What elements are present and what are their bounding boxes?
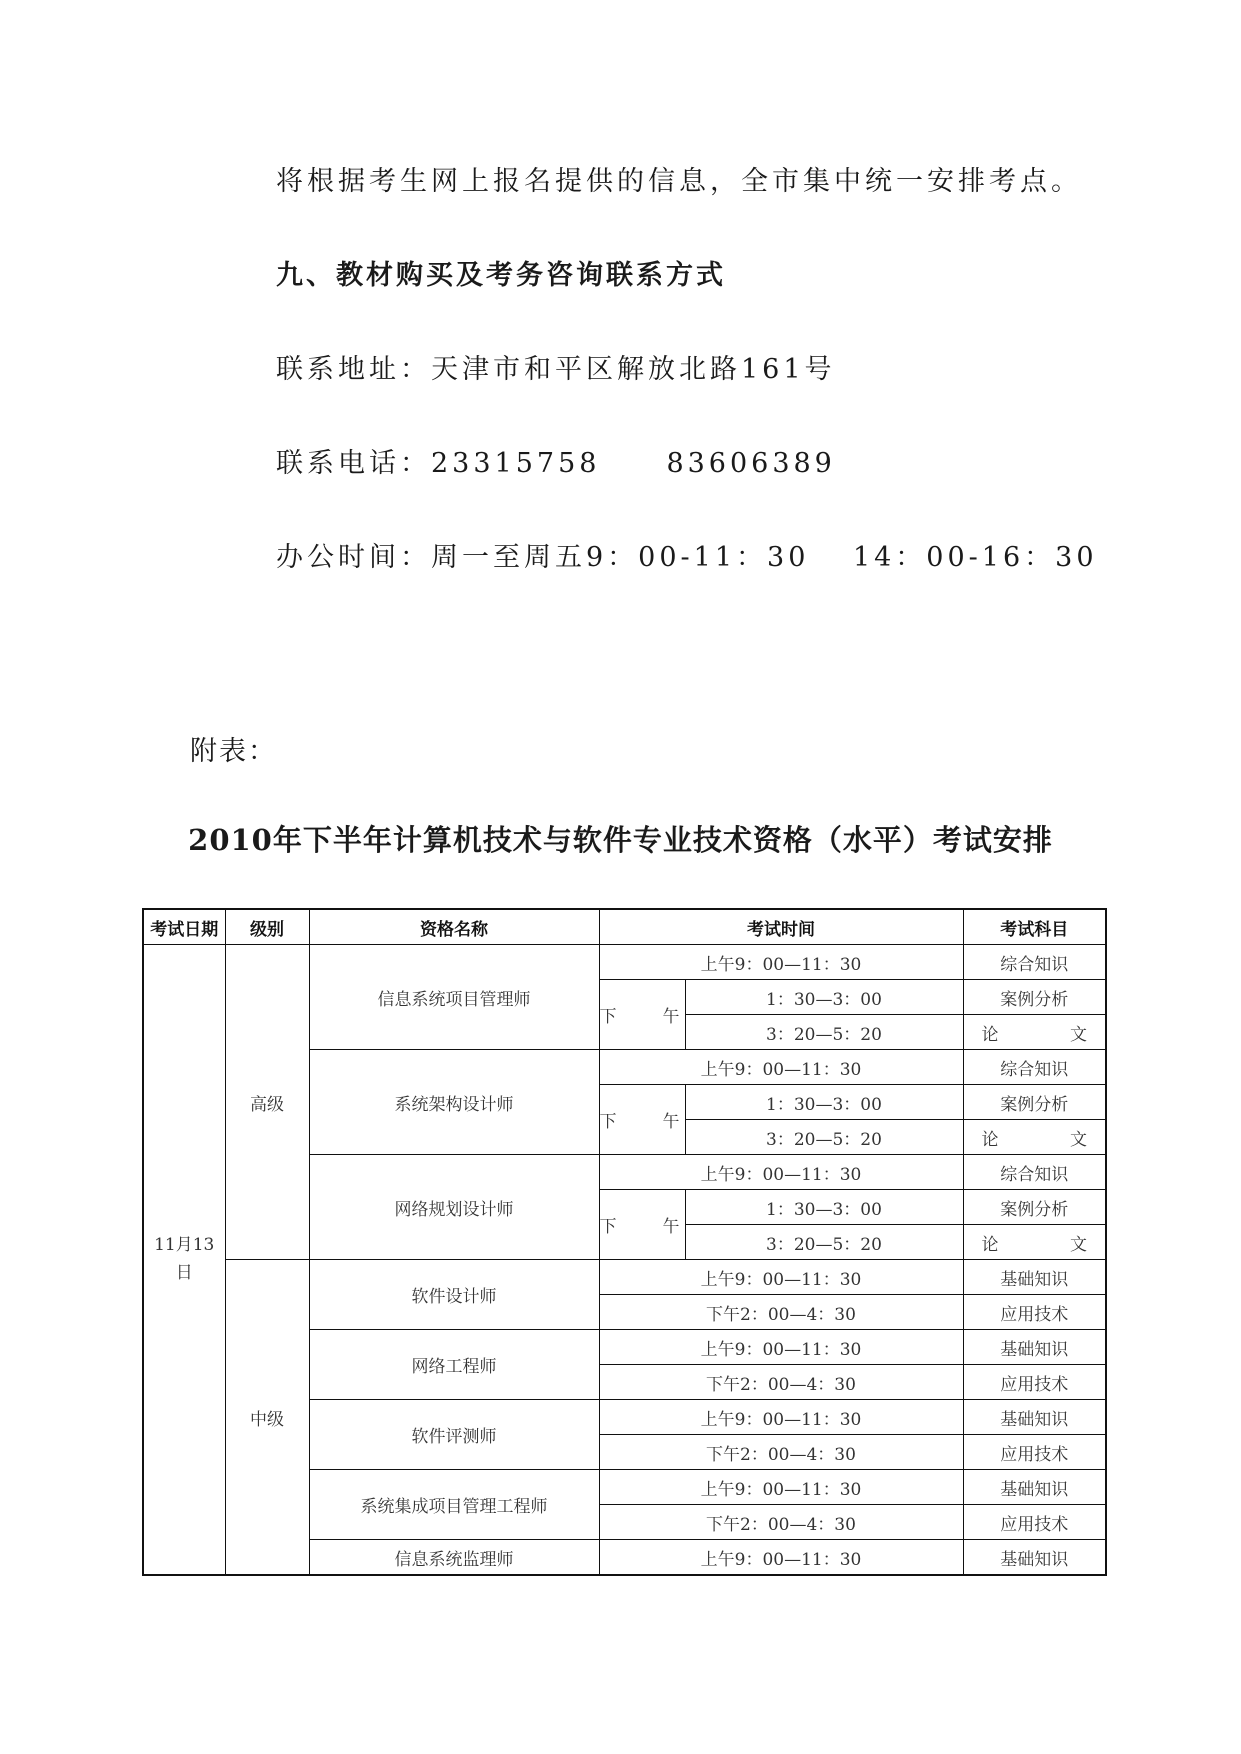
phone-label: 联系电话： xyxy=(276,448,431,479)
exam-time: 3：20—5：20 xyxy=(685,1120,963,1155)
exam-subject: 基础知识 xyxy=(963,1470,1106,1505)
appendix-label: 附表： xyxy=(190,736,277,767)
exam-time: 上午9：00—11：30 xyxy=(599,945,963,980)
exam-time: 下午2：00—4：30 xyxy=(599,1365,963,1400)
exam-subject: 基础知识 xyxy=(963,1260,1106,1295)
exam-time: 上午9：00—11：30 xyxy=(599,1050,963,1085)
level-senior: 高级 xyxy=(225,945,309,1260)
exam-time: 下午2：00—4：30 xyxy=(599,1505,963,1540)
exam-subject: 应用技术 xyxy=(963,1365,1106,1400)
exam-schedule-table xyxy=(142,908,1107,1576)
header-exam-subject: 考试科目 xyxy=(963,909,1106,945)
table-row xyxy=(143,945,1106,980)
exam-date-cell: 11月13 日 xyxy=(143,945,225,1576)
phone-number-1: 23315758 xyxy=(431,448,601,479)
header-qualification: 资格名称 xyxy=(309,909,599,945)
afternoon-label: 下 午 xyxy=(599,1085,685,1155)
exam-subject: 案例分析 xyxy=(963,980,1106,1015)
exam-time: 1：30—3：00 xyxy=(685,1190,963,1225)
exam-time: 1：30—3：00 xyxy=(685,980,963,1015)
qualification-name: 系统集成项目管理工程师 xyxy=(309,1470,599,1540)
table-row xyxy=(143,1260,1106,1295)
header-level: 级别 xyxy=(225,909,309,945)
exam-time: 上午9：00—11：30 xyxy=(599,1540,963,1576)
qualification-name: 网络工程师 xyxy=(309,1330,599,1400)
qualification-name: 信息系统监理师 xyxy=(309,1540,599,1576)
exam-subject: 应用技术 xyxy=(963,1295,1106,1330)
qualification-name: 软件评测师 xyxy=(309,1400,599,1470)
exam-subject: 案例分析 xyxy=(963,1085,1106,1120)
contact-phone xyxy=(276,450,836,477)
contact-address: 联系地址：天津市和平区解放北路161号 xyxy=(276,354,836,385)
exam-time: 3：20—5：20 xyxy=(685,1225,963,1260)
exam-subject: 案例分析 xyxy=(963,1190,1106,1225)
level-mid: 中级 xyxy=(225,1260,309,1576)
exam-time: 上午9：00—11：30 xyxy=(599,1260,963,1295)
exam-subject: 基础知识 xyxy=(963,1330,1106,1365)
exam-time: 下午2：00—4：30 xyxy=(599,1295,963,1330)
header-exam-time: 考试时间 xyxy=(599,909,963,945)
exam-subject: 应用技术 xyxy=(963,1435,1106,1470)
exam-time: 下午2：00—4：30 xyxy=(599,1435,963,1470)
paragraph-exam-venue: 将根据考生网上报名提供的信息，全市集中统一安排考点。 xyxy=(276,166,1082,197)
exam-time: 上午9：00—11：30 xyxy=(599,1400,963,1435)
afternoon-label: 下 午 xyxy=(599,980,685,1050)
exam-time: 1：30—3：00 xyxy=(685,1085,963,1120)
exam-subject-essay: 论 文 xyxy=(963,1225,1106,1260)
section-9-heading: 九、教材购买及考务咨询联系方式 xyxy=(276,260,726,291)
exam-time: 上午9：00—11：30 xyxy=(599,1155,963,1190)
exam-subject: 综合知识 xyxy=(963,1155,1106,1190)
qualification-name: 系统架构设计师 xyxy=(309,1050,599,1155)
exam-subject-essay: 论 文 xyxy=(963,1120,1106,1155)
exam-subject-essay: 论 文 xyxy=(963,1015,1106,1050)
exam-subject: 综合知识 xyxy=(963,945,1106,980)
exam-subject: 基础知识 xyxy=(963,1540,1106,1576)
table-title: 2010年下半年计算机技术与软件专业技术资格（水平）考试安排 xyxy=(188,823,1053,857)
header-exam-date: 考试日期 xyxy=(143,909,225,945)
exam-subject: 基础知识 xyxy=(963,1400,1106,1435)
qualification-name: 软件设计师 xyxy=(309,1260,599,1330)
exam-time: 上午9：00—11：30 xyxy=(599,1330,963,1365)
office-hours: 办公时间：周一至周五9：00-11：30 14：00-16：30 xyxy=(276,542,1098,573)
table-header-row xyxy=(143,909,1106,945)
exam-subject: 综合知识 xyxy=(963,1050,1106,1085)
exam-time: 3：20—5：20 xyxy=(685,1015,963,1050)
exam-subject: 应用技术 xyxy=(963,1505,1106,1540)
exam-time: 上午9：00—11：30 xyxy=(599,1470,963,1505)
phone-number-2: 83606389 xyxy=(666,448,836,479)
qualification-name: 信息系统项目管理师 xyxy=(309,945,599,1050)
qualification-name: 网络规划设计师 xyxy=(309,1155,599,1260)
afternoon-label: 下 午 xyxy=(599,1190,685,1260)
